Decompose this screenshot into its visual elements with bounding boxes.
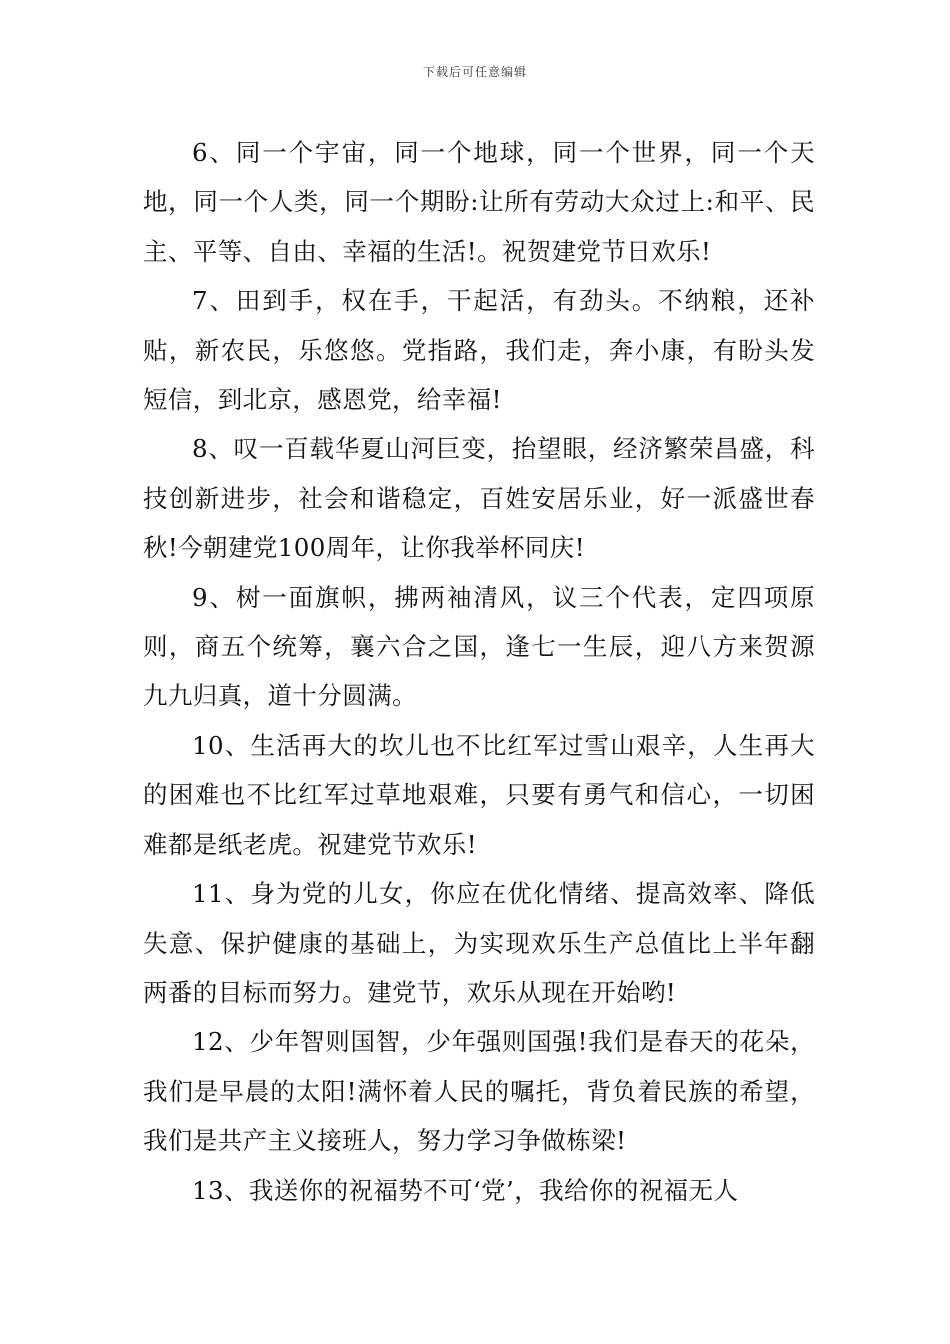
paragraph-12: 12、少年智则国智，少年强则国强!我们是春天的花朵，我们是早晨的太阳!满怀着人民的嘱托，背负着民族的希望，我们是共产主义接班人，努力学习争做栋梁! xyxy=(143,1027,815,1156)
paragraph-9: 9、树一面旗帜，拂两袖清风，议三个代表，定四项原则，商五个统筹，襄六合之国，逢七一生辰，迎八方来贺源九九归真，道十分圆满。 xyxy=(143,582,815,711)
paragraph-10: 10、生活再大的坎儿也不比红军过雪山艰辛，人生再大的困难也不比红军过草地艰难，只要有勇气和信心，一切困难都是纸老虎。祝建党节欢乐! xyxy=(143,730,815,859)
document-body xyxy=(143,128,815,1215)
paragraph-11: 11、身为党的儿女，你应在优化情绪、提高效率、降低失意、保护健康的基础上，为实现欢乐生产总值比上半年翻两番的目标而努力。建党节，欢乐从现在开始哟! xyxy=(143,879,815,1007)
paragraph-6: 6、同一个宇宙，同一个地球，同一个世界，同一个天地，同一个人类，同一个期盼:让所有劳动大众过上:和平、民主、平等、自由、幸福的生活!。祝贺建党节日欢乐! xyxy=(143,138,815,266)
paragraph-7: 7、田到手，权在手，干起活，有劲头。不纳粮，还补贴，新农民，乐悠悠。党指路，我们走，奔小康，有盼头发短信，到北京，感恩党，给幸福! xyxy=(143,286,815,415)
paragraph-13: 13、我送你的祝福势不可‘党’，我给你的祝福无人 xyxy=(192,1175,739,1205)
page-header: 下载后可任意编辑 xyxy=(422,65,527,79)
paragraph-8: 8、叹一百载华夏山河巨变，抬望眼，经济繁荣昌盛，科技创新进步，社会和谐稳定，百姓安居乐业，好一派盛世春秋!今朝建党100周年，让你我举杯同庆! xyxy=(143,434,815,563)
